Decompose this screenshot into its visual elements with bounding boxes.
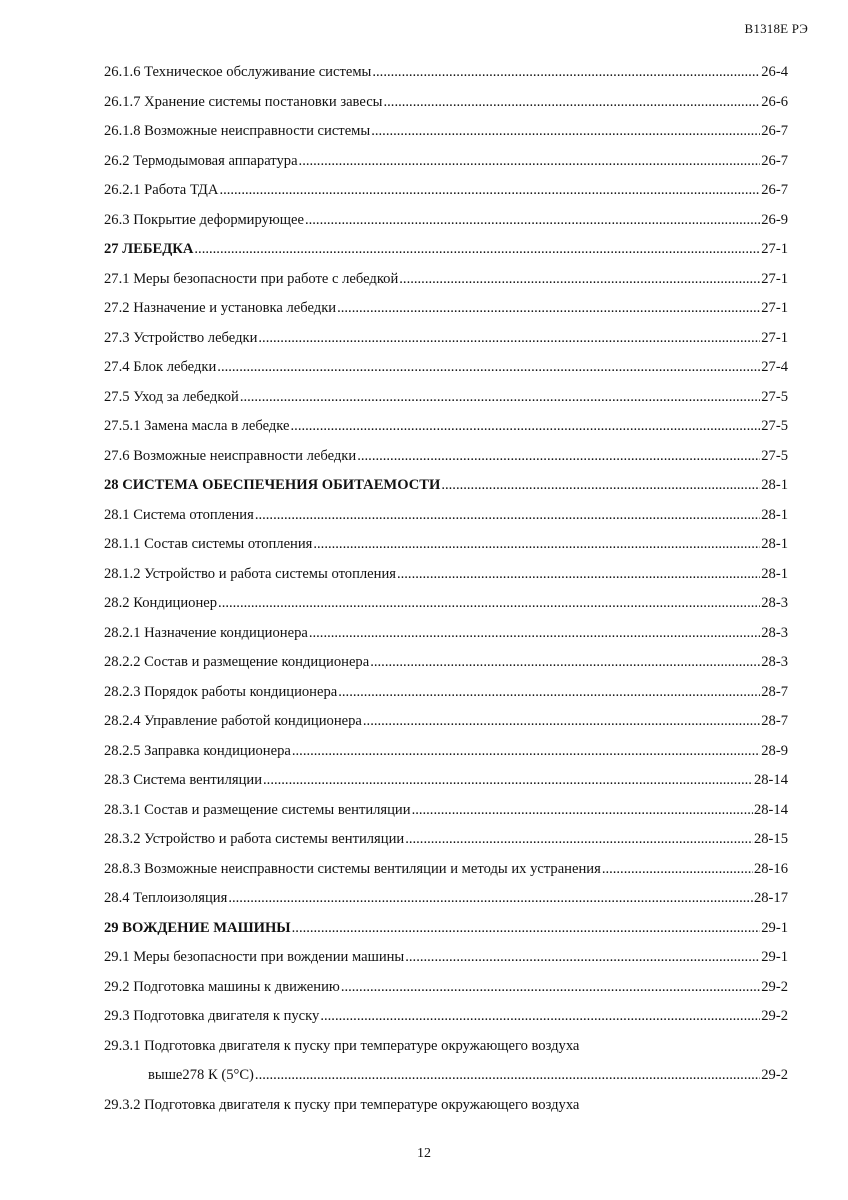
toc-entry-page: 28-16 <box>753 860 788 877</box>
toc-dot-leader <box>338 684 760 701</box>
toc-entry-title: 28.1 Система отопления <box>104 506 254 523</box>
toc-entry[interactable] <box>104 235 788 265</box>
toc-entry-title: 26.3 Покрытие деформирующее <box>104 211 304 228</box>
toc-dot-leader <box>363 713 760 730</box>
toc-dot-leader <box>299 153 761 170</box>
toc-dot-leader <box>412 802 753 819</box>
toc-entry-page: 28-7 <box>761 683 788 700</box>
toc-entry-title: 28.4 Теплоизоляция <box>104 890 228 907</box>
toc-entry[interactable] <box>104 560 788 590</box>
toc-dot-leader <box>305 212 760 229</box>
toc-dot-leader <box>309 625 760 642</box>
toc-entry[interactable] <box>104 914 788 944</box>
toc-entry[interactable] <box>104 619 788 649</box>
toc-dot-leader <box>240 389 760 406</box>
toc-dot-leader <box>255 507 760 524</box>
toc-dot-leader <box>357 448 760 465</box>
toc-entry-title: 26.2 Термодымовая аппаратура <box>104 152 298 169</box>
toc-entry-title: выше278 К (5°С) <box>148 1067 254 1084</box>
toc-entry-title: 28.2.3 Порядок работы кондиционера <box>104 683 338 700</box>
toc-dot-leader <box>337 300 760 317</box>
toc-dot-leader <box>292 743 760 760</box>
toc-dot-leader <box>372 64 760 81</box>
toc-entry-page: 29-2 <box>761 1008 788 1025</box>
toc-entry-title: 26.1.7 Хранение системы постановки завесы <box>104 93 383 110</box>
toc-entry-page: 27-1 <box>761 329 788 346</box>
toc-entry-title: 26.1.6 Техническое обслуживание системы <box>104 64 372 81</box>
toc-dot-leader <box>405 949 760 966</box>
toc-entry-title: 29.3 Подготовка двигателя к пуску <box>104 1008 320 1025</box>
toc-dot-leader <box>320 1008 760 1025</box>
toc-entry[interactable] <box>104 442 788 472</box>
toc-entry[interactable] <box>104 58 788 88</box>
toc-entry-page: 28-15 <box>753 831 788 848</box>
toc-entry-title: 26.1.8 Возможные неисправности системы <box>104 123 371 140</box>
toc-entry-page: 27-1 <box>761 241 788 258</box>
toc-entry-page: 29-1 <box>761 919 788 936</box>
toc-entry[interactable] <box>104 1032 788 1062</box>
toc-entry-page: 28-14 <box>753 772 788 789</box>
toc-dot-leader <box>194 241 760 258</box>
toc-dot-leader <box>258 330 760 347</box>
toc-entry[interactable] <box>104 648 788 678</box>
toc-entry[interactable] <box>104 383 788 413</box>
toc-entry-title: 26.2.1 Работа ТДА <box>104 182 219 199</box>
toc-dot-leader <box>397 566 760 583</box>
toc-entry-title: 28.2.4 Управление работой кондиционера <box>104 713 362 730</box>
toc-entry-page: 28-1 <box>761 536 788 553</box>
toc-dot-leader <box>405 831 753 848</box>
toc-entry[interactable] <box>104 412 788 442</box>
toc-dot-leader <box>370 654 760 671</box>
toc-entry-title: 29.2 Подготовка машины к движению <box>104 978 340 995</box>
toc-dot-leader <box>384 94 761 111</box>
toc-entry-title: 28.3.2 Устройство и работа системы вентиляции <box>104 831 405 848</box>
toc-entry-title: 27.5 Уход за лебедкой <box>104 388 239 405</box>
toc-entry[interactable] <box>104 176 788 206</box>
toc-entry-page: 27-5 <box>761 418 788 435</box>
toc-entry[interactable] <box>104 884 788 914</box>
toc-entry[interactable] <box>104 1091 788 1121</box>
toc-entry-page: 28-9 <box>761 742 788 759</box>
toc-entry[interactable] <box>104 1002 788 1032</box>
toc-entry-title: 27.3 Устройство лебедки <box>104 329 258 346</box>
toc-entry-page: 26-4 <box>761 64 788 81</box>
toc-entry-title: 28.2.1 Назначение кондиционера <box>104 624 308 641</box>
toc-entry-page: 28-14 <box>753 801 788 818</box>
toc-entry-page: 27-5 <box>761 447 788 464</box>
toc-entry[interactable] <box>104 265 788 295</box>
toc-dot-leader <box>602 861 753 878</box>
toc-entry[interactable] <box>104 678 788 708</box>
toc-entry-title: 28.2 Кондиционер <box>104 595 218 612</box>
toc-entry[interactable] <box>104 973 788 1003</box>
toc-entry-title: 29.3.2 Подготовка двигателя к пуску при температуре окружающего воздуха <box>104 1096 580 1113</box>
toc-entry-page: 28-3 <box>761 595 788 612</box>
toc-entry-title: 28.2.5 Заправка кондиционера <box>104 742 291 759</box>
toc-entry[interactable] <box>104 147 788 177</box>
toc-dot-leader <box>341 979 760 996</box>
toc-entry[interactable] <box>104 353 788 383</box>
toc-entry-page: 26-6 <box>761 93 788 110</box>
toc-dot-leader <box>371 123 760 140</box>
toc-entry-title: 28.1.2 Устройство и работа системы отопления <box>104 565 396 582</box>
toc-dot-leader <box>263 772 753 789</box>
toc-entry[interactable] <box>104 825 788 855</box>
toc-dot-leader <box>219 182 760 199</box>
toc-dot-leader <box>228 890 753 907</box>
toc-entry-title: 27.2 Назначение и установка лебедки <box>104 300 337 317</box>
toc-entry-page: 27-4 <box>761 359 788 376</box>
toc-entry-title: 28.1.1 Состав системы отопления <box>104 536 313 553</box>
toc-entry[interactable] <box>104 117 788 147</box>
toc-entry-page: 27-5 <box>761 388 788 405</box>
toc-entry-page: 26-9 <box>761 211 788 228</box>
toc-dot-leader <box>218 595 760 612</box>
toc-entry-title: 28.2.2 Состав и размещение кондиционера <box>104 654 370 671</box>
toc-dot-leader <box>399 271 760 288</box>
toc-entry[interactable] <box>104 943 788 973</box>
toc-entry-page: 28-1 <box>761 477 788 494</box>
toc-entry[interactable] <box>104 855 788 885</box>
toc-entry-title: 29 ВОЖДЕНИЕ МАШИНЫ <box>104 919 291 936</box>
toc-entry[interactable] <box>104 294 788 324</box>
toc-entry[interactable] <box>104 88 788 118</box>
toc-entry-title: 28.3 Система вентиляции <box>104 772 263 789</box>
toc-entry-title: 29.3.1 Подготовка двигателя к пуску при температуре окружающего воздуха <box>104 1037 580 1054</box>
toc-entry[interactable] <box>104 766 788 796</box>
toc-entry[interactable] <box>104 206 788 236</box>
toc-entry-title: 27.1 Меры безопасности при работе с лебедкой <box>104 270 399 287</box>
table-of-contents <box>104 58 788 1120</box>
toc-entry-page: 29-2 <box>761 978 788 995</box>
toc-entry[interactable] <box>104 1061 788 1091</box>
toc-dot-leader <box>292 920 761 937</box>
page-number: 12 <box>417 1146 431 1161</box>
toc-entry[interactable] <box>104 589 788 619</box>
toc-entry-page: 29-2 <box>761 1067 788 1084</box>
toc-dot-leader <box>291 418 761 435</box>
toc-entry-page: 26-7 <box>761 123 788 140</box>
toc-entry-title: 28.8.3 Возможные неисправности системы вентиляции и методы их устранения <box>104 860 601 877</box>
toc-entry-page: 28-1 <box>761 506 788 523</box>
toc-entry-title: 28.3.1 Состав и размещение системы вентиляции <box>104 801 411 818</box>
toc-entry[interactable] <box>104 471 788 501</box>
toc-entry-title: 27.6 Возможные неисправности лебедки <box>104 447 357 464</box>
toc-entry-page: 28-3 <box>761 654 788 671</box>
toc-entry-page: 29-1 <box>761 949 788 966</box>
toc-entry-title: 29.1 Меры безопасности при вождении машины <box>104 949 405 966</box>
toc-entry-page: 28-17 <box>753 890 788 907</box>
toc-entry-page: 27-1 <box>761 300 788 317</box>
toc-dot-leader <box>255 1067 760 1084</box>
toc-entry-title: 27.4 Блок лебедки <box>104 359 217 376</box>
toc-entry[interactable] <box>104 737 788 767</box>
toc-entry-page: 28-1 <box>761 565 788 582</box>
toc-entry[interactable] <box>104 530 788 560</box>
document-code: В1318Е РЭ <box>744 21 808 36</box>
toc-dot-leader <box>441 477 760 494</box>
toc-entry[interactable] <box>104 796 788 826</box>
toc-dot-leader <box>313 536 760 553</box>
toc-dot-leader <box>217 359 760 376</box>
toc-entry-page: 26-7 <box>761 182 788 199</box>
toc-entry[interactable] <box>104 707 788 737</box>
toc-entry[interactable] <box>104 501 788 531</box>
toc-entry-page: 28-7 <box>761 713 788 730</box>
toc-entry[interactable] <box>104 324 788 354</box>
toc-entry-title: 27.5.1 Замена масла в лебедке <box>104 418 290 435</box>
toc-entry-title: 27 ЛЕБЕДКА <box>104 241 194 258</box>
toc-entry-page: 26-7 <box>761 152 788 169</box>
toc-entry-title: 28 СИСТЕМА ОБЕСПЕЧЕНИЯ ОБИТАЕМОСТИ <box>104 477 441 494</box>
toc-entry-page: 27-1 <box>761 270 788 287</box>
toc-entry-page: 28-3 <box>761 624 788 641</box>
